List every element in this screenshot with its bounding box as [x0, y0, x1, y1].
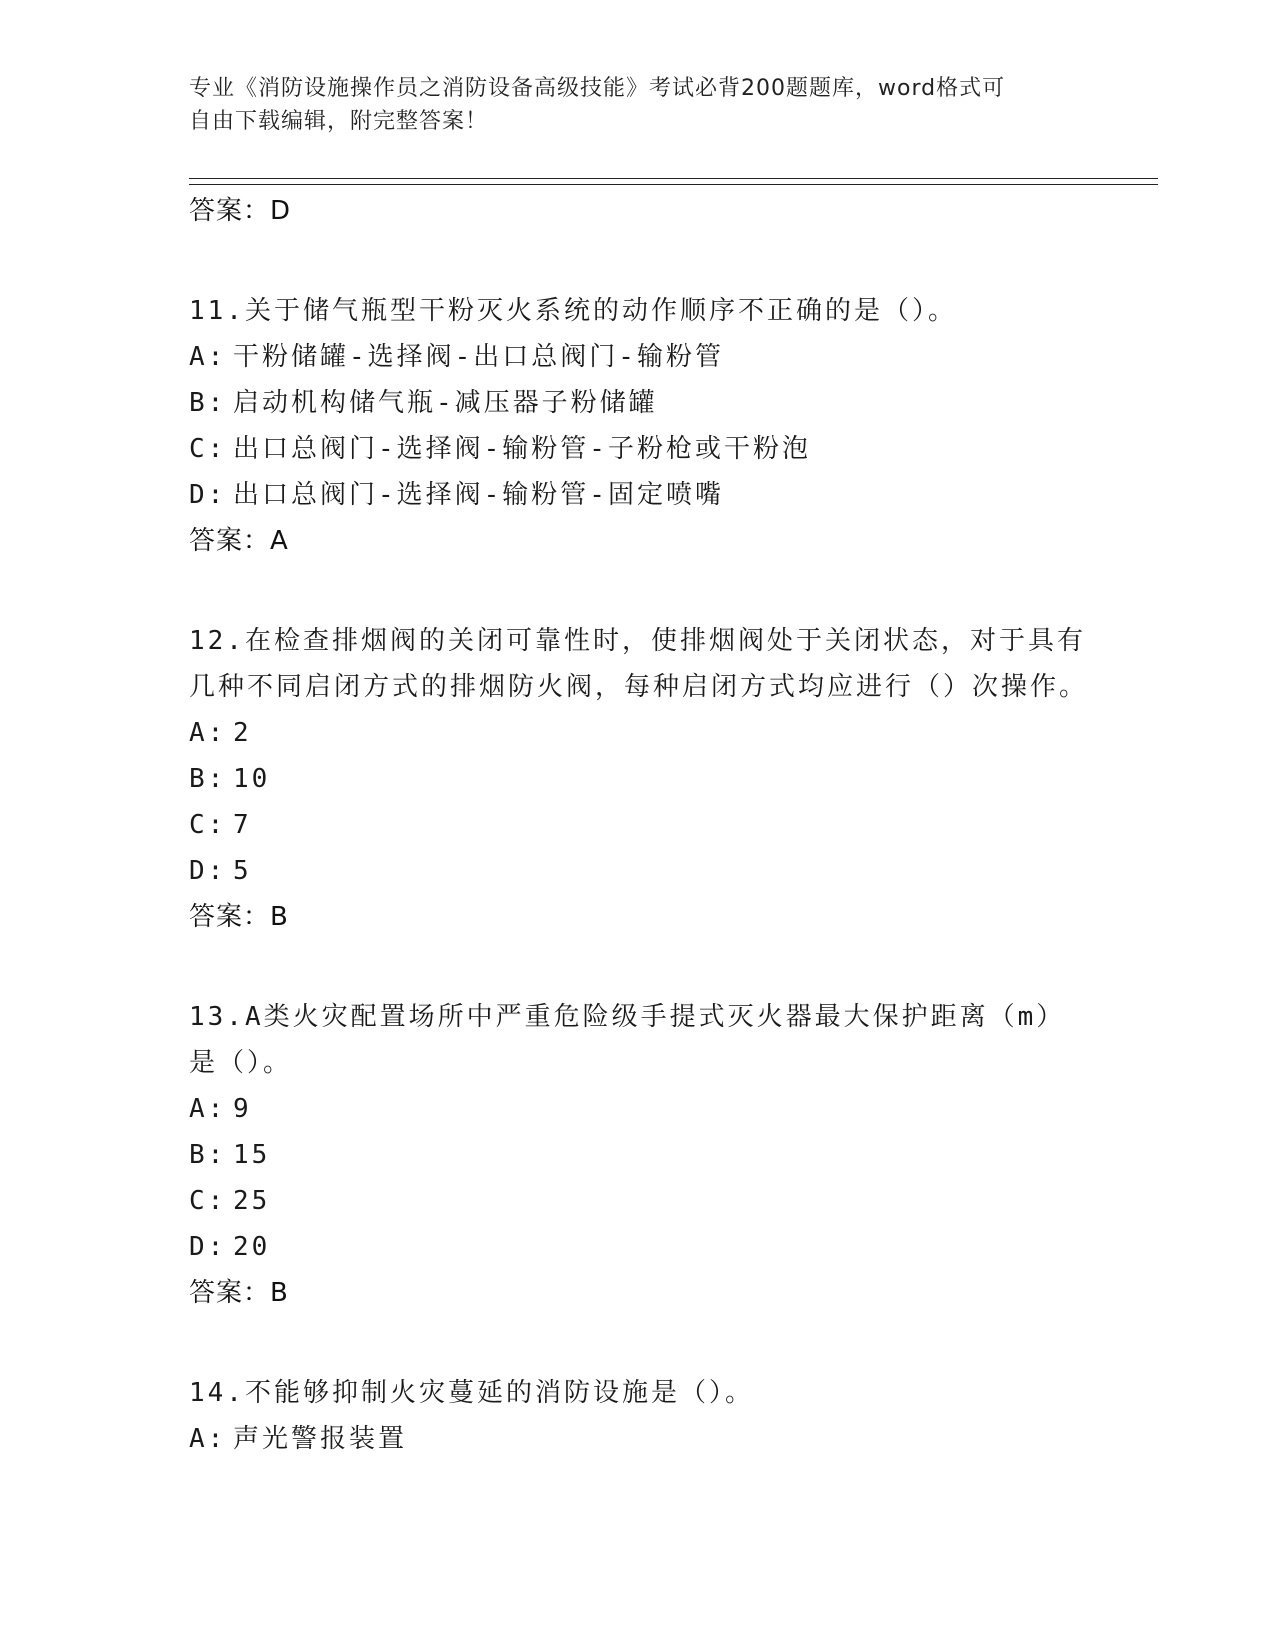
page-header	[189, 72, 1089, 138]
option-text: 25	[233, 1186, 271, 1216]
option-c	[189, 802, 1089, 848]
header-line-1: 专业《消防设施操作员之消防设备高级技能》考试必背200题题库，word格式可	[189, 76, 1006, 101]
option-text: 7	[233, 810, 252, 840]
option-text: 10	[233, 764, 271, 794]
option-text: 9	[233, 1094, 252, 1124]
option-key: D:	[189, 856, 227, 886]
option-key: D:	[189, 480, 227, 510]
option-key: A:	[189, 1424, 227, 1454]
option-key: B:	[189, 1140, 227, 1170]
answer-label: 答案：A	[189, 526, 289, 556]
option-a	[189, 334, 1089, 380]
option-text: 2	[233, 718, 252, 748]
option-key: C:	[189, 1186, 227, 1216]
option-text: 20	[233, 1232, 271, 1262]
question-block	[189, 618, 1089, 940]
option-key: A:	[189, 342, 227, 372]
question-stem: 12.在检查排烟阀的关闭可靠性时，使排烟阀处于关闭状态，对于具有几种不同启闭方式的排烟防火阀，每种启闭方式均应进行（）次操作。	[189, 626, 1089, 702]
header-divider	[189, 178, 1158, 185]
question-stem: 11.关于储气瓶型干粉灭火系统的动作顺序不正确的是（）。	[189, 296, 957, 326]
question-stem: 14.不能够抑制火灾蔓延的消防设施是（）。	[189, 1378, 754, 1408]
option-d	[189, 1224, 1089, 1270]
option-b	[189, 1132, 1089, 1178]
option-key: D:	[189, 1232, 227, 1262]
question-block	[189, 1370, 1089, 1462]
option-d	[189, 848, 1089, 894]
option-text: 出口总阀门-选择阀-输粉管-子粉枪或干粉泡	[233, 434, 811, 464]
option-key: A:	[189, 718, 227, 748]
question-stem: 13.A类火灾配置场所中严重危险级手提式灭火器最大保护距离（m）是（）。	[189, 1002, 1066, 1078]
option-d	[189, 472, 1089, 518]
option-key: A:	[189, 1094, 227, 1124]
option-a	[189, 1416, 1089, 1462]
option-b	[189, 380, 1089, 426]
answer-label: 答案：D	[189, 196, 292, 226]
option-text: 启动机构储气瓶-减压器子粉储罐	[233, 388, 658, 418]
answer-label: 答案：B	[189, 902, 289, 932]
question-block	[189, 994, 1089, 1316]
option-text: 出口总阀门-选择阀-输粉管-固定喷嘴	[233, 480, 724, 510]
option-b	[189, 756, 1089, 802]
option-key: B:	[189, 764, 227, 794]
option-text: 5	[233, 856, 252, 886]
header-line-2: 自由下载编辑，附完整答案！	[189, 109, 489, 134]
question-block	[189, 288, 1089, 564]
option-a	[189, 710, 1089, 756]
option-key: C:	[189, 810, 227, 840]
option-text: 干粉储罐-选择阀-出口总阀门-输粉管	[233, 342, 724, 372]
option-text: 声光警报装置	[233, 1424, 408, 1454]
answer-label: 答案：B	[189, 1278, 289, 1308]
option-c	[189, 426, 1089, 472]
option-c	[189, 1178, 1089, 1224]
option-key: B:	[189, 388, 227, 418]
option-a	[189, 1086, 1089, 1132]
document-body	[189, 188, 1089, 1462]
option-key: C:	[189, 434, 227, 464]
option-text: 15	[233, 1140, 271, 1170]
